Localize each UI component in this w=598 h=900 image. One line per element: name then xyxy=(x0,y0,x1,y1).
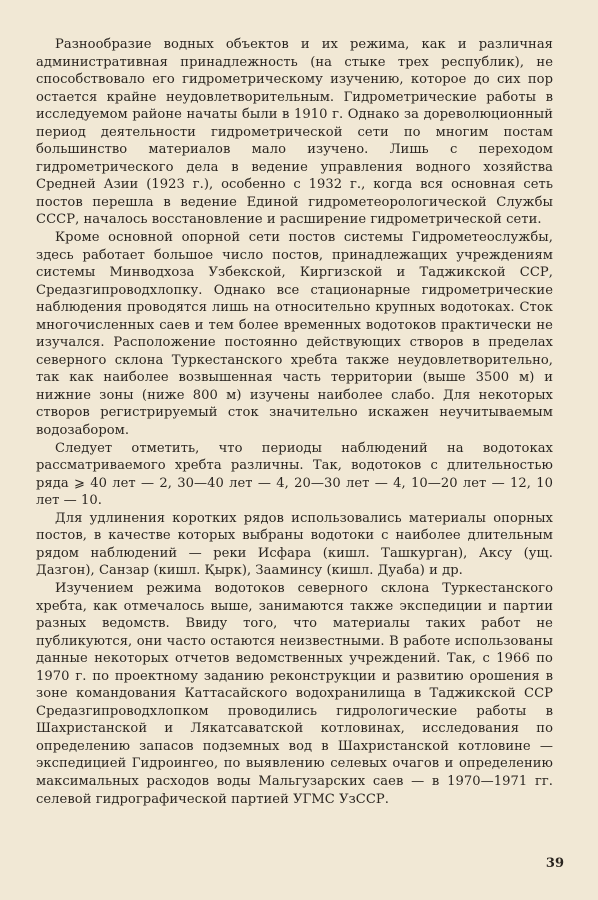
paragraph-3: Следует отметить, что периоды наблюдений на водотоках рассматриваемого хребта различны. Так, водотоков с длительностью ряда ⩾ 40 лет — 2, 30—40 лет — 4, 20—30 лет — 4, 10—20 лет — 12, 10 лет — 10. xyxy=(36,440,553,509)
page-number: 39 xyxy=(545,856,564,871)
paragraph-4: Для удлинения коротких рядов использовались материалы опорных постов, в качестве которых выбраны водотоки с наиболее длительным рядом наблюдений — реки Исфара (кишл. Ташкурган), Аксу (ущ. Дазгон), Санзар (кишл. Қырк), Зааминсу (кишл. Дуаба) и др. xyxy=(36,510,553,579)
body-text xyxy=(36,36,553,808)
paragraph-1: Разнообразие водных объектов и их режима, как и различная административная принадлежность (на стыке трех республик), не способствовало его гидрометрическому изучению, которое до сих пор остается крайне неудовлетворительным. Гидрометрические работы в исследуемом районе начаты были в 1910 г. Однако за дореволюционный период деятельности гидрометрической сети по многим постам большинство материалов мало изучено. Лишь с переходом гидрометрического дела в ведение управления водного хозяйства Средней Азии (1923 г.), особенно с 1932 г., когда вся основная сеть постов перешла в ведение Единой гидрометеорологической Службы СССР, началось восстановление и расширение гидрометрической сети. xyxy=(36,37,553,228)
paragraph-5: Изучением режима водотоков северного склона Туркестанского хребта, как отмечалось выше, занимаются также экспедиции и партии разных ведомств. Ввиду того, что материалы таких работ не публикуются, они часто остаются неизвестными. В работе использованы данные некоторых отчетов ведомственных учреждений. Так, с 1966 по 1970 г. по проектному заданию реконструкции и развитию орошения в зоне командования Каттасайского водохранилища в Таджикской ССР Средазгипроводхлопком проводились гидрологические работы в Шахристанской и Лякатсаватской котловинах, исследования по определению запасов подземных вод в Шахристанской котловине — экспедицией Гидроингео, по выявлению селевых очагов и определению максимальных расходов воды Мальгузарских саев — в 1970—1971 гг. селевой гидрографической партией УГМС УзССР. xyxy=(36,580,553,807)
paragraph-2: Кроме основной опорной сети постов системы Гидрометеослужбы, здесь работает большое число постов, принадлежащих учреждениям системы Минводхоза Узбекской, Киргизской и Таджикской ССР, Средазгипроводхлопку. Однако все стационарные гидрометрические наблюдения проводятся лишь на относительно крупных водотоках. Сток многочисленных саев и тем более временных водотоков практически не изучался. Расположение постоянно действующих створов в пределах северного склона Туркестанского хребта также неудовлетворительно, так как наиболее возвышенная часть территории (выше 3500 м) и нижние зоны (ниже 800 м) изучены наиболее слабо. Для некоторых створов регистрируемый сток значительно искажен неучитываемым водозабором. xyxy=(36,230,553,439)
